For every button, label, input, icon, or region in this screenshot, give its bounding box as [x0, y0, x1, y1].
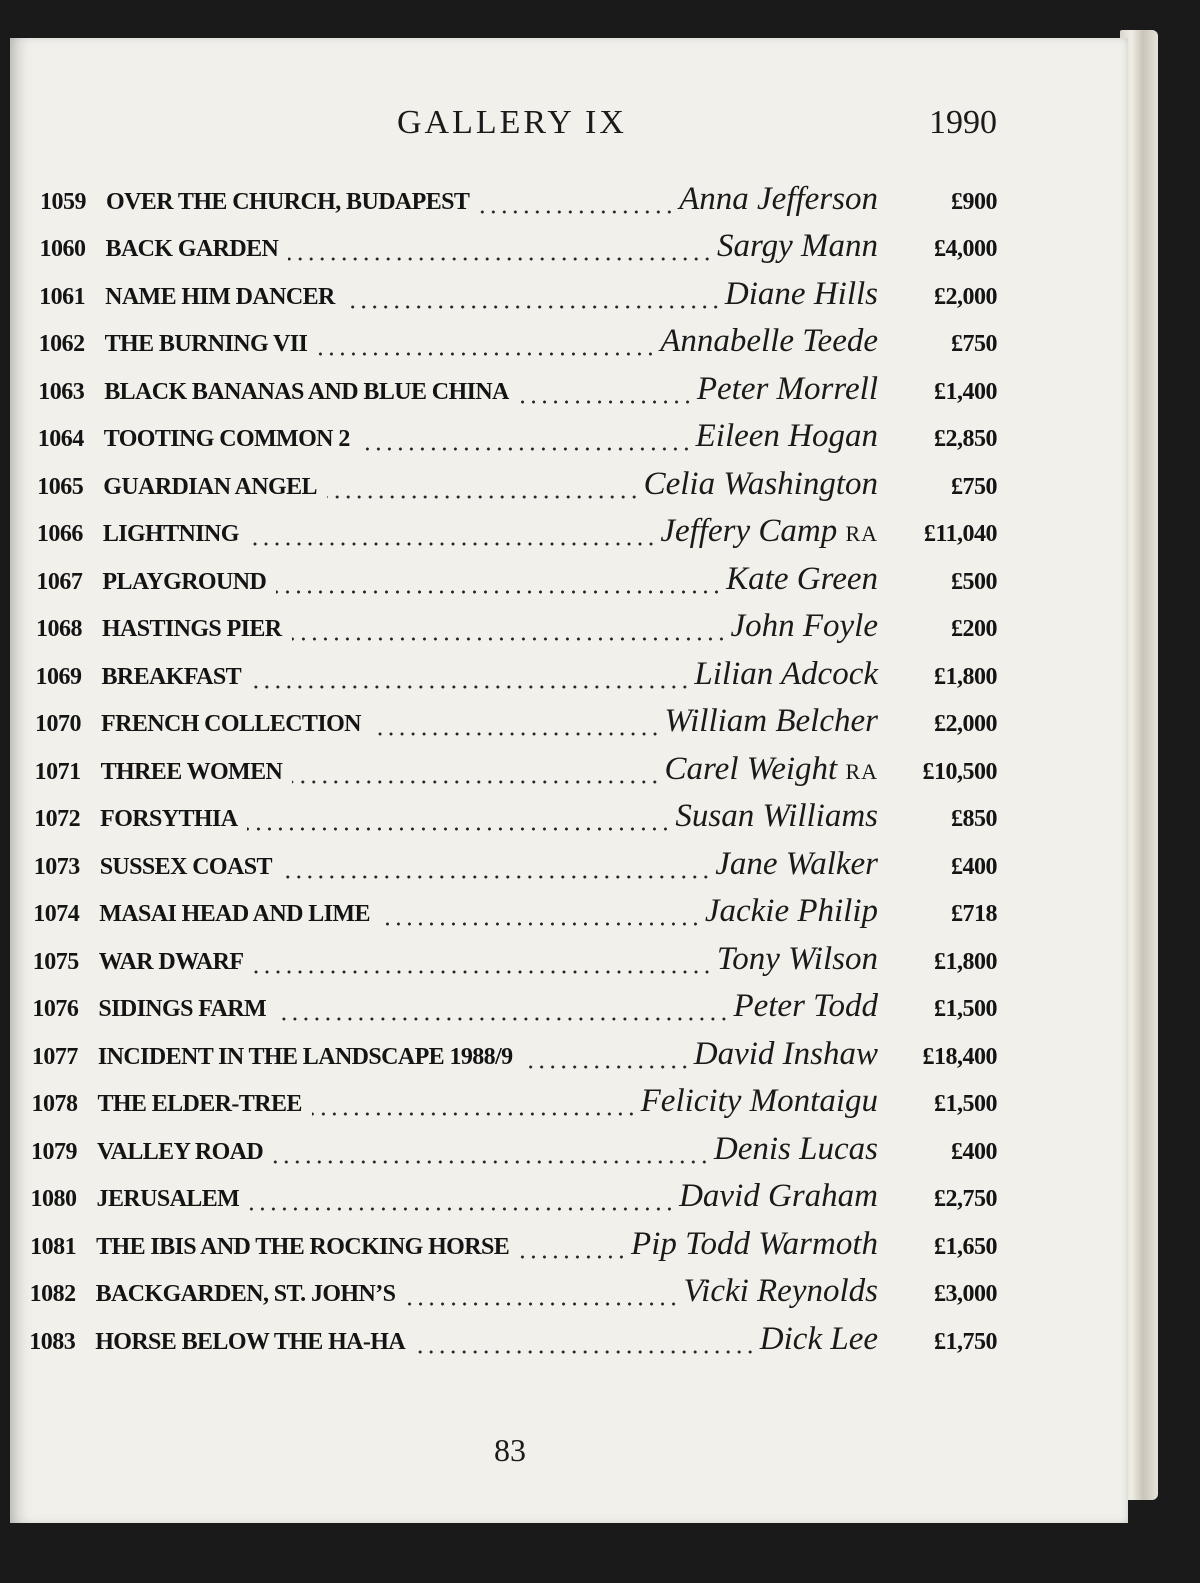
dot-leader — [380, 922, 701, 926]
artist-name: David Inshaw — [693, 1035, 878, 1072]
entry-artist — [675, 798, 878, 835]
entry-price: £2,000 — [934, 283, 997, 310]
entry-title: SIDINGS FARM — [98, 996, 267, 1022]
entry-artist — [717, 941, 878, 978]
entry-title: FRENCH COLLECTION — [101, 711, 361, 737]
dot-leader — [312, 1112, 637, 1116]
page-number: 83 — [494, 1432, 526, 1468]
entry-number: 1076 — [32, 996, 79, 1022]
catalogue-entry — [0, 608, 1200, 656]
entry-title: BACK GARDEN — [105, 236, 279, 262]
entry-number: 1066 — [36, 521, 83, 547]
catalogue-entry — [0, 1273, 1200, 1321]
entry-number: 1063 — [38, 378, 85, 405]
entry-artist — [641, 1083, 878, 1120]
catalogue-entry — [0, 1035, 1200, 1083]
entry-title: THREE WOMEN — [100, 758, 283, 785]
entry-title: THE IBIS AND THE ROCKING HORSE — [96, 1233, 510, 1260]
entry-price: £200 — [951, 616, 997, 642]
catalogue-year: 1990 — [929, 104, 997, 141]
entry-price: £4,000 — [934, 236, 997, 262]
entry-price: £11,040 — [923, 521, 997, 547]
entry-artist — [631, 1226, 878, 1263]
catalogue-entry — [0, 1130, 1200, 1178]
entry-title: LIGHTNING — [102, 521, 239, 547]
entry-number: 1068 — [35, 616, 82, 642]
catalogue-entry — [0, 1320, 1200, 1368]
entry-number: 1069 — [35, 663, 82, 690]
entry-price: £750 — [951, 331, 997, 357]
dot-leader — [276, 1017, 729, 1021]
entry-price: £1,400 — [934, 378, 997, 405]
dot-leader — [371, 732, 661, 736]
entry-title: BACKGARDEN, ST. JOHN’S — [95, 1281, 396, 1307]
entry-title: JERUSALEM — [96, 1186, 240, 1212]
dot-leader — [519, 1255, 627, 1259]
entry-artist — [694, 1036, 878, 1073]
artist-name: Susan Williams — [675, 798, 878, 834]
entry-number: 1071 — [34, 758, 81, 785]
entry-price: £400 — [951, 853, 997, 880]
catalogue-entry — [0, 703, 1200, 751]
entry-price: £2,850 — [934, 426, 997, 452]
artist-name: Jeffery Camp — [660, 513, 838, 549]
entry-title: MASAI HEAD AND LIME — [99, 901, 370, 927]
catalogue-entry — [0, 988, 1200, 1036]
artist-name: Jane Walker — [715, 845, 878, 882]
catalogue-entry — [0, 1178, 1200, 1226]
entry-price: £1,650 — [934, 1233, 997, 1260]
entry-price: £18,400 — [922, 1043, 997, 1070]
catalogue-entry — [0, 275, 1200, 323]
entry-price: £750 — [951, 473, 997, 500]
artist-name: Annabelle Teede — [660, 323, 878, 359]
artist-name: Eileen Hogan — [695, 418, 878, 454]
entry-number: 1060 — [39, 236, 86, 262]
dot-leader — [253, 970, 713, 974]
entry-title: FORSYTHIA — [100, 806, 238, 832]
dot-leader — [251, 685, 690, 689]
catalogue-entry — [0, 655, 1200, 703]
entry-artist — [644, 466, 878, 503]
entry-number: 1065 — [37, 473, 84, 500]
dot-leader — [360, 447, 692, 451]
entry-artist — [717, 228, 878, 265]
artist-name: Peter Todd — [733, 988, 878, 1024]
entry-artist — [660, 513, 878, 550]
entry-number: 1072 — [34, 806, 81, 832]
entry-title: WAR DWARF — [98, 948, 244, 975]
entry-title: THE ELDER-TREE — [97, 1091, 302, 1117]
entry-artist — [733, 988, 878, 1025]
entry-number: 1082 — [29, 1281, 76, 1307]
artist-name: Tony Wilson — [716, 940, 878, 977]
catalogue-entry — [0, 1083, 1200, 1131]
catalogue-entry — [0, 845, 1200, 893]
entry-title: BLACK BANANAS AND BLUE CHINA — [104, 378, 509, 405]
entry-price: £1,800 — [934, 663, 997, 690]
catalogue-entry-list — [0, 180, 1200, 1368]
entry-artist — [665, 751, 878, 788]
entry-artist — [715, 846, 878, 883]
entry-price: £718 — [951, 901, 997, 927]
artist-name: Dick Lee — [759, 1320, 878, 1357]
artist-name: David Graham — [679, 1178, 878, 1214]
entry-number: 1059 — [40, 188, 86, 215]
entry-artist — [679, 1178, 878, 1215]
entry-number: 1074 — [33, 901, 80, 927]
artist-name: Peter Morrell — [696, 370, 878, 407]
catalogue-entry — [0, 418, 1200, 466]
entry-artist — [725, 276, 878, 313]
entry-title: OVER THE CHURCH, BUDAPEST — [106, 188, 470, 215]
catalogue-entry — [0, 513, 1200, 561]
dot-leader — [249, 1207, 675, 1211]
dot-leader — [292, 780, 660, 784]
entry-title: INCIDENT IN THE LANDSCAPE 1988/9 — [97, 1043, 513, 1070]
dot-leader — [276, 590, 722, 594]
entry-price: £500 — [951, 568, 997, 595]
catalogue-entry — [0, 940, 1200, 988]
entry-artist — [664, 703, 878, 740]
catalogue-entry — [0, 228, 1200, 276]
dot-leader — [317, 352, 656, 356]
dot-leader — [288, 257, 713, 261]
artist-name: Kate Green — [726, 560, 878, 597]
entry-price: £1,800 — [934, 948, 997, 975]
artist-name: Anna Jefferson — [679, 180, 878, 217]
entry-artist — [679, 181, 878, 218]
entry-title: NAME HIM DANCER — [105, 283, 335, 310]
artist-name: Denis Lucas — [713, 1130, 878, 1167]
dot-leader — [523, 1065, 690, 1069]
entry-artist — [696, 418, 878, 455]
entry-number: 1079 — [31, 1138, 77, 1165]
artist-name: Carel Weight — [664, 750, 838, 787]
dot-leader — [247, 827, 671, 831]
dot-leader — [249, 542, 657, 546]
entry-title: VALLEY ROAD — [97, 1138, 264, 1165]
entry-title: SUSSEX COAST — [99, 853, 272, 880]
entry-number: 1073 — [33, 853, 80, 880]
artist-name: Lilian Adcock — [694, 655, 878, 692]
entry-price: £3,000 — [934, 1281, 997, 1307]
entry-number: 1064 — [37, 426, 84, 452]
entry-number: 1067 — [36, 568, 83, 595]
catalogue-entry — [0, 323, 1200, 371]
entry-artist — [683, 1273, 878, 1310]
entry-number: 1078 — [31, 1091, 78, 1117]
artist-name: Celia Washington — [643, 465, 878, 502]
entry-title: THE BURNING VII — [104, 331, 308, 357]
catalogue-entry — [0, 180, 1200, 228]
artist-name: Pip Todd Warmoth — [631, 1225, 878, 1262]
entry-number: 1062 — [38, 331, 85, 357]
entry-number: 1077 — [31, 1043, 78, 1070]
entry-price: £10,500 — [922, 758, 997, 785]
entry-artist — [694, 656, 878, 693]
entry-price: £900 — [951, 188, 997, 215]
artist-name: Sargy Mann — [716, 228, 878, 264]
royal-academician-suffix: RA — [845, 758, 878, 784]
catalogue-entry — [0, 893, 1200, 941]
entry-artist — [726, 561, 878, 598]
entry-number: 1061 — [39, 283, 86, 310]
entry-price: £1,500 — [934, 1091, 997, 1117]
entry-artist — [714, 1131, 878, 1168]
entry-artist — [760, 1321, 878, 1358]
page-header — [0, 104, 1200, 148]
dot-leader — [282, 875, 711, 879]
catalogue-entry — [0, 1225, 1200, 1273]
entry-artist — [705, 893, 878, 930]
catalogue-entry — [0, 560, 1200, 608]
entry-artist — [697, 371, 878, 408]
artist-name: Felicity Montaigu — [640, 1083, 878, 1119]
artist-name: John Foyle — [730, 608, 878, 644]
entry-title: HASTINGS PIER — [101, 616, 282, 642]
entry-title: BREAKFAST — [101, 663, 242, 690]
entry-artist — [730, 608, 878, 645]
dot-leader — [345, 305, 721, 309]
entry-number: 1070 — [35, 711, 82, 737]
entry-number: 1080 — [30, 1186, 77, 1212]
entry-title: PLAYGROUND — [102, 568, 267, 595]
dot-leader — [479, 210, 675, 214]
dot-leader — [415, 1350, 756, 1354]
dot-leader — [327, 495, 640, 499]
entry-number: 1083 — [29, 1328, 76, 1355]
artist-name: Jackie Philip — [704, 893, 878, 929]
gallery-title: GALLERY IX — [397, 104, 627, 141]
royal-academician-suffix: RA — [845, 521, 878, 546]
entry-price: £850 — [951, 806, 997, 832]
dot-leader — [292, 637, 727, 641]
entry-number: 1081 — [30, 1233, 77, 1260]
entry-title: HORSE BELOW THE HA-HA — [95, 1328, 406, 1355]
catalogue-entry — [0, 465, 1200, 513]
entry-title: TOOTING COMMON 2 — [103, 426, 350, 452]
entry-price: £2,750 — [934, 1186, 997, 1212]
catalogue-entry — [0, 370, 1200, 418]
catalogue-entry — [0, 750, 1200, 798]
entry-title: GUARDIAN ANGEL — [103, 473, 317, 500]
entry-price: £1,750 — [934, 1328, 997, 1355]
dot-leader — [273, 1160, 710, 1164]
artist-name: William Belcher — [664, 703, 878, 739]
entry-artist — [660, 323, 878, 360]
artist-name: Vicki Reynolds — [683, 1273, 878, 1309]
entry-number: 1075 — [32, 948, 79, 975]
entry-price: £1,500 — [934, 996, 997, 1022]
artist-name: Diane Hills — [724, 275, 878, 312]
entry-price: £400 — [951, 1138, 997, 1165]
dot-leader — [519, 400, 693, 404]
entry-price: £2,000 — [934, 711, 997, 737]
dot-leader — [405, 1302, 679, 1306]
catalogue-entry — [0, 798, 1200, 846]
